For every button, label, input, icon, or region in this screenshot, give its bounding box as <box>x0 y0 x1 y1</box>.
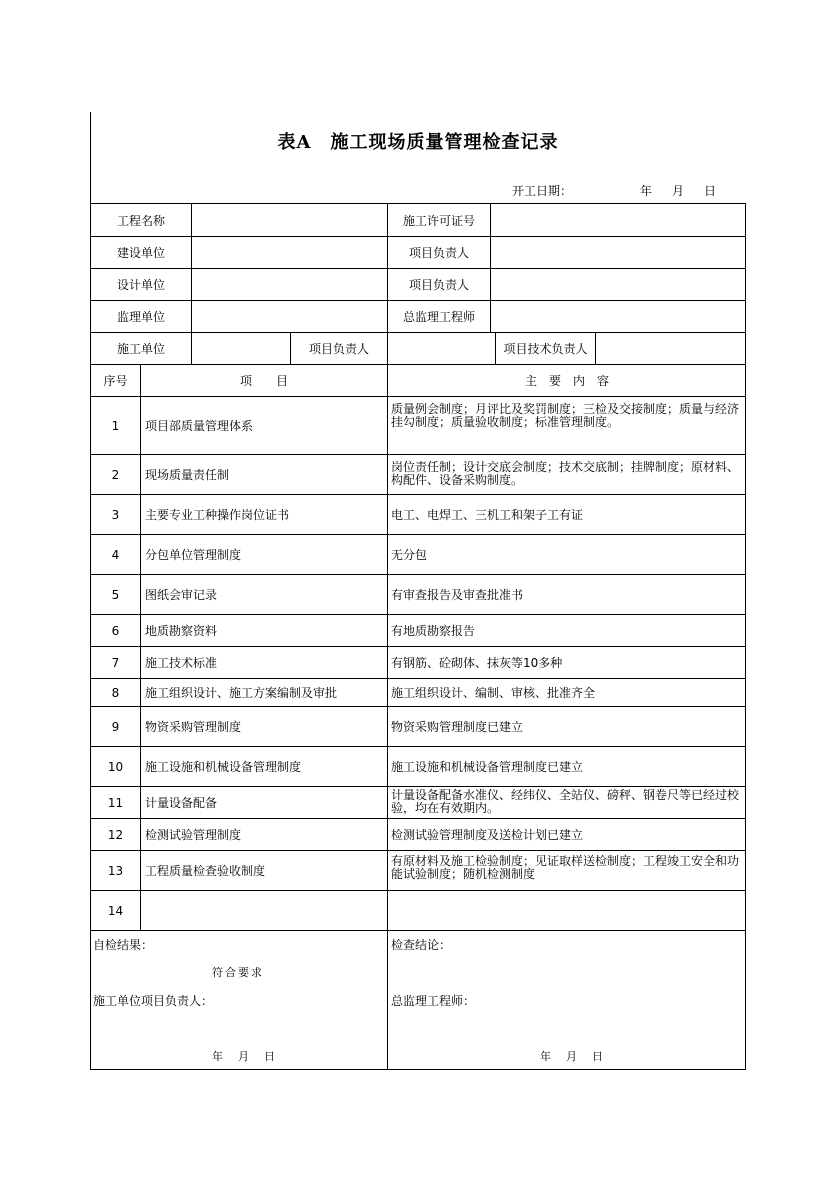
builder-lead-label: 项目负责人 <box>387 236 490 268</box>
chief-supervisor-value[interactable] <box>490 300 746 332</box>
start-date-label: 开工日期： <box>512 184 573 198</box>
row-5-item: 图纸会审记录 <box>140 574 387 614</box>
project-name-value[interactable] <box>191 203 387 236</box>
row-9-no: 9 <box>90 706 140 746</box>
designer-value[interactable] <box>191 268 387 300</box>
row-2-no: 2 <box>90 454 140 494</box>
row-12-item: 检测试验管理制度 <box>140 818 387 850</box>
builder-label: 建设单位 <box>90 236 191 268</box>
row-6-item: 地质勘察资料 <box>140 614 387 646</box>
row-4-no: 4 <box>90 534 140 574</box>
project-name-label: 工程名称 <box>90 203 191 236</box>
header-content: 主 要 内 容 <box>387 364 746 396</box>
row-8-no: 8 <box>90 678 140 706</box>
supervisor-label: 监理单位 <box>90 300 191 332</box>
permit-no-label: 施工许可证号 <box>387 203 490 236</box>
row-14-content <box>387 890 746 930</box>
row-9-item: 物资采购管理制度 <box>140 706 387 746</box>
row-14-no: 14 <box>90 890 140 930</box>
row-12-content: 检测试验管理制度及送检计划已建立 <box>387 818 746 850</box>
contractor-lead-label: 项目负责人 <box>290 332 387 364</box>
row-3-content: 电工、电焊工、三机工和架子工有证 <box>387 494 746 534</box>
contractor-value[interactable] <box>191 332 290 364</box>
page-title: 表A 施工现场质量管理检查记录 <box>277 132 559 153</box>
row-10-no: 10 <box>90 746 140 786</box>
header-item: 项 目 <box>140 364 387 396</box>
row-3-item: 主要专业工种操作岗位证书 <box>140 494 387 534</box>
table-bottom-edge <box>90 1069 746 1070</box>
row-6-no: 6 <box>90 614 140 646</box>
row-5-no: 5 <box>90 574 140 614</box>
header-no: 序号 <box>90 364 140 396</box>
row-1-no: 1 <box>90 396 140 454</box>
permit-no-value[interactable] <box>490 203 746 236</box>
start-date-value: 年 月 日 <box>640 184 721 198</box>
contractor-sign-label: 施工单位项目负责人： <box>93 994 214 1008</box>
table-right-edge <box>745 203 746 1070</box>
chief-supervisor-label: 总监理工程师 <box>387 300 490 332</box>
row-6-content: 有地质勘察报告 <box>387 614 746 646</box>
tech-lead-value[interactable] <box>595 332 746 364</box>
row-7-content: 有钢筋、砼砌体、抹灰等10多种 <box>387 646 746 678</box>
row-13-no: 13 <box>90 850 140 890</box>
row-2-content: 岗位责任制；设计交底会制度；技术交底制；挂牌制度；原材料、构配件、设备采购制度。 <box>387 454 746 494</box>
self-check-value: 符合要求 <box>212 966 264 979</box>
builder-value[interactable] <box>191 236 387 268</box>
right-date: 年 月 日 <box>540 1050 605 1063</box>
designer-lead-label: 项目负责人 <box>387 268 490 300</box>
left-margin-line <box>90 112 91 204</box>
conclusion-label: 检查结论： <box>391 938 452 952</box>
contractor-lead-value[interactable] <box>387 332 495 364</box>
row-14-item <box>140 890 387 930</box>
row-8-item: 施工组织设计、施工方案编制及审批 <box>140 678 387 706</box>
row-2-item: 现场质量责任制 <box>140 454 387 494</box>
row-10-content: 施工设施和机械设备管理制度已建立 <box>387 746 746 786</box>
row-9-content: 物资采购管理制度已建立 <box>387 706 746 746</box>
row-10-item: 施工设施和机械设备管理制度 <box>140 746 387 786</box>
row-11-no: 11 <box>90 786 140 818</box>
row-8-content: 施工组织设计、编制、审核、批准齐全 <box>387 678 746 706</box>
tech-lead-label: 项目技术负责人 <box>495 332 595 364</box>
self-check-label: 自检结果： <box>93 938 154 952</box>
designer-lead-value[interactable] <box>490 268 746 300</box>
chief-sign-label: 总监理工程师： <box>391 994 476 1008</box>
row-4-item: 分包单位管理制度 <box>140 534 387 574</box>
left-date: 年 月 日 <box>212 1050 277 1063</box>
row-12-no: 12 <box>90 818 140 850</box>
contractor-label: 施工单位 <box>90 332 191 364</box>
row-11-item: 计量设备配备 <box>140 786 387 818</box>
row-3-no: 3 <box>90 494 140 534</box>
row-7-no: 7 <box>90 646 140 678</box>
row-13-item: 工程质量检查验收制度 <box>140 850 387 890</box>
row-5-content: 有审查报告及审查批准书 <box>387 574 746 614</box>
row-11-content: 计量设备配备水准仪、经纬仪、全站仪、磅秤、钢卷尺等已经过校验，均在有效期内。 <box>387 786 746 818</box>
supervisor-value[interactable] <box>191 300 387 332</box>
row-4-content: 无分包 <box>387 534 746 574</box>
builder-lead-value[interactable] <box>490 236 746 268</box>
designer-label: 设计单位 <box>90 268 191 300</box>
row-1-content: 质量例会制度；月评比及奖罚制度；三检及交接制度；质量与经济挂勾制度；质量验收制度；标准管理制度。 <box>387 396 746 454</box>
row-13-content: 有原材料及施工检验制度；见证取样送检制度；工程竣工安全和功能试验制度；随机检测制度 <box>387 850 746 890</box>
row-7-item: 施工技术标准 <box>140 646 387 678</box>
row-1-item: 项目部质量管理体系 <box>140 396 387 454</box>
